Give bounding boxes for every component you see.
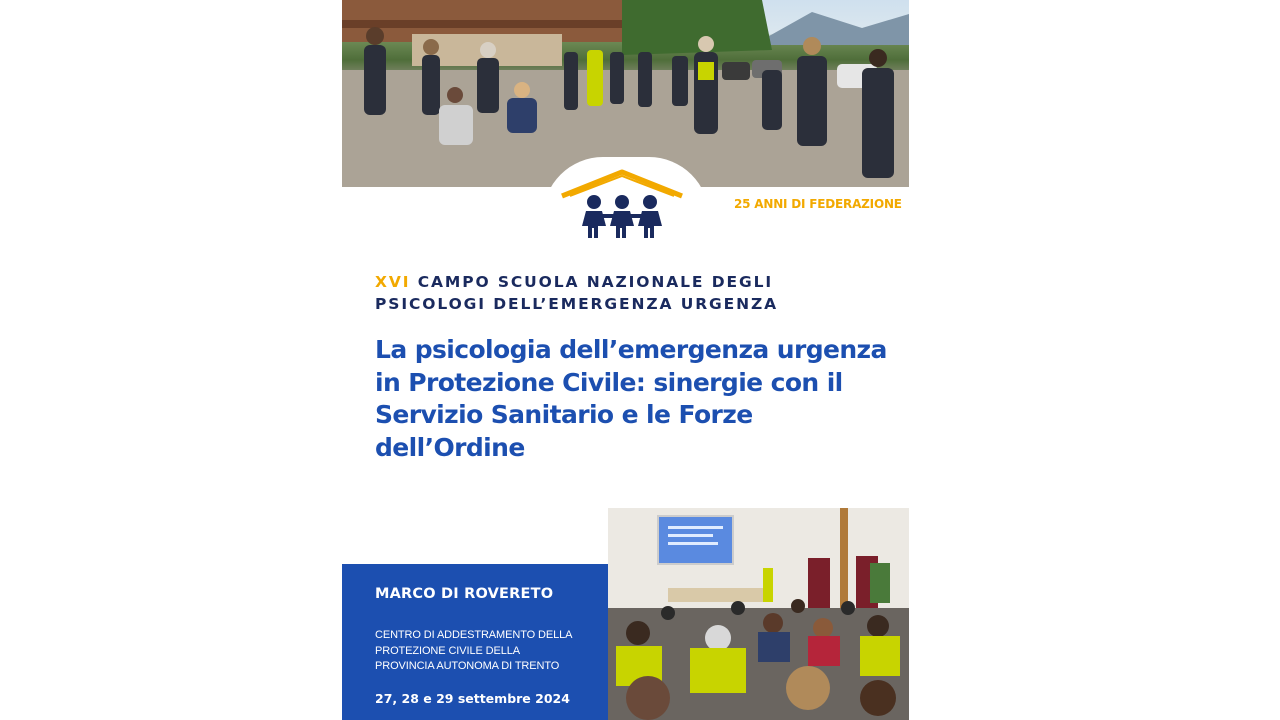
venue-line3: PROVINCIA AUTONOMA DI TRENTO bbox=[375, 660, 560, 672]
conference-hall-photo bbox=[608, 508, 909, 720]
hall-photo-illustration bbox=[608, 508, 909, 720]
subtitle-line1: CAMPO SCUOLA NAZIONALE DEGLI bbox=[417, 273, 774, 291]
venue-line2: PROTEZIONE CIVILE DELLA bbox=[375, 644, 521, 657]
anniversary-label: 25 ANNI DI FEDERAZIONE bbox=[734, 197, 902, 211]
flyer-page bbox=[342, 0, 909, 720]
event-title: La psicologia dell’emergenza urgenza in Protezione Civile: sinergie con il Servizio Sanitario e le Forze dell’Ordine bbox=[375, 335, 887, 462]
edition-number: XVI bbox=[375, 273, 411, 291]
venue-text bbox=[375, 628, 600, 675]
speaker-name: MARCO DI ROVERETO bbox=[375, 586, 554, 602]
event-subtitle bbox=[375, 271, 895, 315]
federation-logo bbox=[558, 166, 686, 242]
venue-line1: CENTRO DI ADDESTRAMENTO DELLA bbox=[375, 629, 573, 641]
subtitle-line2: PSICOLOGI DELL’EMERGENZA URGENZA bbox=[375, 295, 779, 313]
event-dates: 27, 28 e 29 settembre 2024 bbox=[375, 691, 570, 706]
